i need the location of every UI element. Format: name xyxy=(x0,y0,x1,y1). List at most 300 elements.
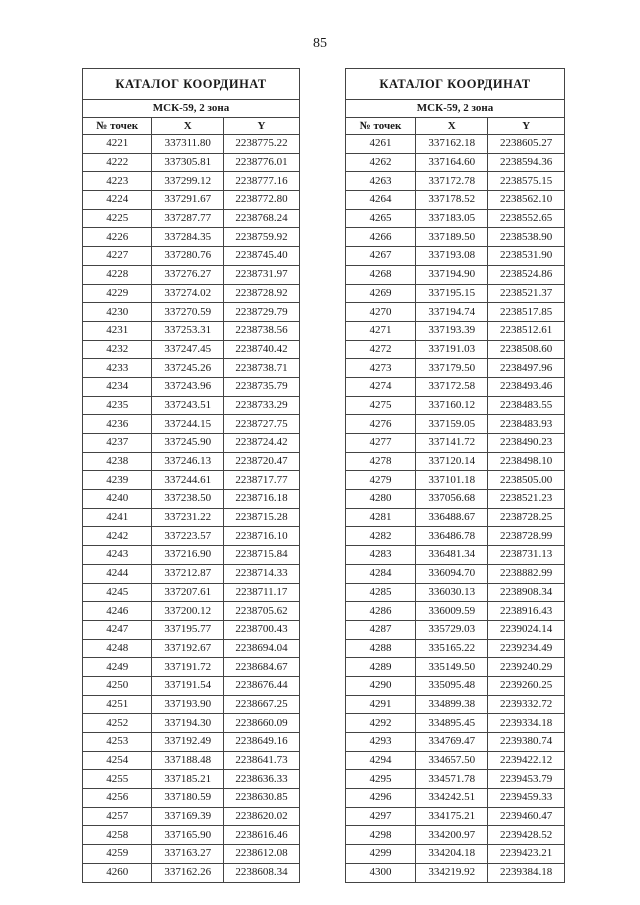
table-row xyxy=(346,490,565,509)
y-coordinate-cell: 2238497.96 xyxy=(488,359,565,378)
x-coordinate-cell: 337223.57 xyxy=(152,527,224,546)
table-row xyxy=(83,303,300,322)
table-row xyxy=(83,863,300,882)
point-number-cell: 4290 xyxy=(346,676,416,695)
y-coordinate-cell: 2238738.71 xyxy=(224,359,300,378)
y-coordinate-cell: 2238575.15 xyxy=(488,172,565,191)
table-row xyxy=(83,209,300,228)
x-coordinate-cell: 337291.67 xyxy=(152,191,224,210)
y-coordinate-cell: 2238684.67 xyxy=(224,658,300,677)
table-row xyxy=(346,452,565,471)
x-coordinate-cell: 336481.34 xyxy=(416,546,488,565)
point-number-cell: 4284 xyxy=(346,564,416,583)
y-coordinate-cell: 2239459.33 xyxy=(488,789,565,808)
point-number-cell: 4243 xyxy=(83,546,152,565)
point-number-cell: 4248 xyxy=(83,639,152,658)
point-number-cell: 4283 xyxy=(346,546,416,565)
table-row xyxy=(346,321,565,340)
y-coordinate-cell: 2238512.61 xyxy=(488,321,565,340)
point-number-cell: 4265 xyxy=(346,209,416,228)
y-coordinate-cell: 2238759.92 xyxy=(224,228,300,247)
y-coordinate-cell: 2238727.75 xyxy=(224,415,300,434)
table-row xyxy=(346,247,565,266)
x-coordinate-cell: 337270.59 xyxy=(152,303,224,322)
x-coordinate-cell: 337180.59 xyxy=(152,789,224,808)
table-row xyxy=(83,620,300,639)
table-row xyxy=(346,508,565,527)
table-row xyxy=(83,471,300,490)
x-coordinate-cell: 337246.13 xyxy=(152,452,224,471)
x-coordinate-cell: 334242.51 xyxy=(416,789,488,808)
column-header-y: Y xyxy=(224,118,300,135)
y-coordinate-cell: 2238490.23 xyxy=(488,434,565,453)
y-coordinate-cell: 2238636.33 xyxy=(224,770,300,789)
point-number-cell: 4296 xyxy=(346,789,416,808)
y-coordinate-cell: 2238882.99 xyxy=(488,564,565,583)
point-number-cell: 4268 xyxy=(346,265,416,284)
table-body xyxy=(346,135,565,883)
point-number-cell: 4231 xyxy=(83,321,152,340)
y-coordinate-cell: 2238777.16 xyxy=(224,172,300,191)
x-coordinate-cell: 337165.90 xyxy=(152,826,224,845)
y-coordinate-cell: 2239260.25 xyxy=(488,676,565,695)
table-row xyxy=(83,546,300,565)
x-coordinate-cell: 334175.21 xyxy=(416,807,488,826)
table-row xyxy=(346,676,565,695)
table-row xyxy=(346,714,565,733)
table-row xyxy=(83,247,300,266)
table-row xyxy=(83,602,300,621)
y-coordinate-cell: 2238483.55 xyxy=(488,396,565,415)
y-coordinate-cell: 2238716.10 xyxy=(224,527,300,546)
y-coordinate-cell: 2239422.12 xyxy=(488,751,565,770)
table-row xyxy=(83,377,300,396)
point-number-cell: 4260 xyxy=(83,863,152,882)
point-number-cell: 4293 xyxy=(346,733,416,752)
table-row xyxy=(83,676,300,695)
x-coordinate-cell: 337244.61 xyxy=(152,471,224,490)
y-coordinate-cell: 2238728.99 xyxy=(488,527,565,546)
y-coordinate-cell: 2238916.43 xyxy=(488,602,565,621)
table-row xyxy=(346,153,565,172)
x-coordinate-cell: 337247.45 xyxy=(152,340,224,359)
point-number-cell: 4239 xyxy=(83,471,152,490)
x-coordinate-cell: 337245.26 xyxy=(152,359,224,378)
y-coordinate-cell: 2238605.27 xyxy=(488,135,565,154)
table-row xyxy=(346,209,565,228)
x-coordinate-cell: 335165.22 xyxy=(416,639,488,658)
table-row xyxy=(346,471,565,490)
table-row xyxy=(83,733,300,752)
x-coordinate-cell: 337207.61 xyxy=(152,583,224,602)
y-coordinate-cell: 2238728.25 xyxy=(488,508,565,527)
y-coordinate-cell: 2238493.46 xyxy=(488,377,565,396)
table-row xyxy=(346,191,565,210)
table-row xyxy=(83,714,300,733)
point-number-cell: 4249 xyxy=(83,658,152,677)
y-coordinate-cell: 2238772.80 xyxy=(224,191,300,210)
table-row xyxy=(346,303,565,322)
y-coordinate-cell: 2238714.33 xyxy=(224,564,300,583)
y-coordinate-cell: 2238552.65 xyxy=(488,209,565,228)
table-row xyxy=(346,583,565,602)
y-coordinate-cell: 2238745.40 xyxy=(224,247,300,266)
x-coordinate-cell: 337189.50 xyxy=(416,228,488,247)
point-number-cell: 4266 xyxy=(346,228,416,247)
point-number-cell: 4258 xyxy=(83,826,152,845)
x-coordinate-cell: 337193.08 xyxy=(416,247,488,266)
y-coordinate-cell: 2238728.92 xyxy=(224,284,300,303)
table-row xyxy=(83,845,300,864)
point-number-cell: 4274 xyxy=(346,377,416,396)
point-number-cell: 4257 xyxy=(83,807,152,826)
x-coordinate-cell: 336009.59 xyxy=(416,602,488,621)
y-coordinate-cell: 2238594.36 xyxy=(488,153,565,172)
point-number-cell: 4244 xyxy=(83,564,152,583)
point-number-cell: 4233 xyxy=(83,359,152,378)
point-number-cell: 4246 xyxy=(83,602,152,621)
column-header-point: № точек xyxy=(83,118,152,135)
point-number-cell: 4292 xyxy=(346,714,416,733)
point-number-cell: 4286 xyxy=(346,602,416,621)
x-coordinate-cell: 334219.92 xyxy=(416,863,488,882)
x-coordinate-cell: 337188.48 xyxy=(152,751,224,770)
y-coordinate-cell: 2238660.09 xyxy=(224,714,300,733)
table-row xyxy=(83,564,300,583)
y-coordinate-cell: 2238738.56 xyxy=(224,321,300,340)
y-coordinate-cell: 2239423.21 xyxy=(488,845,565,864)
y-coordinate-cell: 2238483.93 xyxy=(488,415,565,434)
table-row xyxy=(346,770,565,789)
y-coordinate-cell: 2238620.02 xyxy=(224,807,300,826)
point-number-cell: 4300 xyxy=(346,863,416,882)
y-coordinate-cell: 2238508.60 xyxy=(488,340,565,359)
point-number-cell: 4298 xyxy=(346,826,416,845)
table-row xyxy=(346,695,565,714)
table-title: КАТАЛОГ КООРДИНАТ xyxy=(346,69,565,100)
point-number-cell: 4269 xyxy=(346,284,416,303)
point-number-cell: 4287 xyxy=(346,620,416,639)
y-coordinate-cell: 2238731.97 xyxy=(224,265,300,284)
point-number-cell: 4259 xyxy=(83,845,152,864)
table-row xyxy=(83,452,300,471)
x-coordinate-cell: 337163.27 xyxy=(152,845,224,864)
y-coordinate-cell: 2238524.86 xyxy=(488,265,565,284)
point-number-cell: 4229 xyxy=(83,284,152,303)
x-coordinate-cell: 336094.70 xyxy=(416,564,488,583)
table-row xyxy=(346,527,565,546)
x-coordinate-cell: 337253.31 xyxy=(152,321,224,340)
point-number-cell: 4240 xyxy=(83,490,152,509)
x-coordinate-cell: 337243.96 xyxy=(152,377,224,396)
table-row xyxy=(346,826,565,845)
x-coordinate-cell: 337193.90 xyxy=(152,695,224,714)
y-coordinate-cell: 2238630.85 xyxy=(224,789,300,808)
point-number-cell: 4236 xyxy=(83,415,152,434)
y-coordinate-cell: 2238616.46 xyxy=(224,826,300,845)
point-number-cell: 4254 xyxy=(83,751,152,770)
table-row xyxy=(346,359,565,378)
y-coordinate-cell: 2238711.17 xyxy=(224,583,300,602)
point-number-cell: 4255 xyxy=(83,770,152,789)
y-coordinate-cell: 2239332.72 xyxy=(488,695,565,714)
point-number-cell: 4223 xyxy=(83,172,152,191)
table-row xyxy=(83,789,300,808)
table-row xyxy=(346,172,565,191)
x-coordinate-cell: 337193.39 xyxy=(416,321,488,340)
x-coordinate-cell: 334571.78 xyxy=(416,770,488,789)
y-coordinate-cell: 2238649.16 xyxy=(224,733,300,752)
x-coordinate-cell: 337200.12 xyxy=(152,602,224,621)
table-row xyxy=(346,733,565,752)
column-header-x: X xyxy=(416,118,488,135)
y-coordinate-cell: 2238731.13 xyxy=(488,546,565,565)
x-coordinate-cell: 334200.97 xyxy=(416,826,488,845)
point-number-cell: 4235 xyxy=(83,396,152,415)
point-number-cell: 4299 xyxy=(346,845,416,864)
y-coordinate-cell: 2238740.42 xyxy=(224,340,300,359)
column-header-y: Y xyxy=(488,118,565,135)
x-coordinate-cell: 337311.80 xyxy=(152,135,224,154)
x-coordinate-cell: 337191.54 xyxy=(152,676,224,695)
y-coordinate-cell: 2238498.10 xyxy=(488,452,565,471)
x-coordinate-cell: 337299.12 xyxy=(152,172,224,191)
page-number: 85 xyxy=(313,36,327,51)
table-row xyxy=(346,228,565,247)
table-row xyxy=(83,321,300,340)
y-coordinate-cell: 2238505.00 xyxy=(488,471,565,490)
y-coordinate-cell: 2238705.62 xyxy=(224,602,300,621)
point-number-cell: 4222 xyxy=(83,153,152,172)
table-title: КАТАЛОГ КООРДИНАТ xyxy=(83,69,300,100)
point-number-cell: 4247 xyxy=(83,620,152,639)
x-coordinate-cell: 337056.68 xyxy=(416,490,488,509)
y-coordinate-cell: 2238608.34 xyxy=(224,863,300,882)
table-row xyxy=(83,340,300,359)
table-row xyxy=(346,135,565,154)
point-number-cell: 4262 xyxy=(346,153,416,172)
point-number-cell: 4271 xyxy=(346,321,416,340)
point-number-cell: 4294 xyxy=(346,751,416,770)
table-row xyxy=(83,658,300,677)
point-number-cell: 4256 xyxy=(83,789,152,808)
table-row xyxy=(83,396,300,415)
table-row xyxy=(346,751,565,770)
x-coordinate-cell: 337141.72 xyxy=(416,434,488,453)
coordinate-catalog-table-right xyxy=(345,68,565,883)
x-coordinate-cell: 337216.90 xyxy=(152,546,224,565)
x-coordinate-cell: 337194.90 xyxy=(416,265,488,284)
point-number-cell: 4241 xyxy=(83,508,152,527)
table-row xyxy=(83,583,300,602)
y-coordinate-cell: 2238521.37 xyxy=(488,284,565,303)
y-coordinate-cell: 2238531.90 xyxy=(488,247,565,266)
x-coordinate-cell: 337238.50 xyxy=(152,490,224,509)
point-number-cell: 4237 xyxy=(83,434,152,453)
x-coordinate-cell: 335729.03 xyxy=(416,620,488,639)
point-number-cell: 4285 xyxy=(346,583,416,602)
x-coordinate-cell: 334657.50 xyxy=(416,751,488,770)
y-coordinate-cell: 2238715.28 xyxy=(224,508,300,527)
table-body xyxy=(83,135,300,883)
point-number-cell: 4263 xyxy=(346,172,416,191)
table-row xyxy=(83,153,300,172)
x-coordinate-cell: 337185.21 xyxy=(152,770,224,789)
table-row xyxy=(346,845,565,864)
table-row xyxy=(346,602,565,621)
y-coordinate-cell: 2238715.84 xyxy=(224,546,300,565)
point-number-cell: 4297 xyxy=(346,807,416,826)
point-number-cell: 4272 xyxy=(346,340,416,359)
point-number-cell: 4276 xyxy=(346,415,416,434)
x-coordinate-cell: 337212.87 xyxy=(152,564,224,583)
x-coordinate-cell: 337280.76 xyxy=(152,247,224,266)
table-row xyxy=(83,172,300,191)
point-number-cell: 4281 xyxy=(346,508,416,527)
table-row xyxy=(83,490,300,509)
table-row xyxy=(83,359,300,378)
point-number-cell: 4289 xyxy=(346,658,416,677)
y-coordinate-cell: 2238716.18 xyxy=(224,490,300,509)
table-row xyxy=(83,228,300,247)
y-coordinate-cell: 2238612.08 xyxy=(224,845,300,864)
y-coordinate-cell: 2238776.01 xyxy=(224,153,300,172)
point-number-cell: 4277 xyxy=(346,434,416,453)
y-coordinate-cell: 2238521.23 xyxy=(488,490,565,509)
x-coordinate-cell: 337195.15 xyxy=(416,284,488,303)
point-number-cell: 4234 xyxy=(83,377,152,396)
point-number-cell: 4224 xyxy=(83,191,152,210)
column-header-point: № точек xyxy=(346,118,416,135)
table-row xyxy=(346,863,565,882)
x-coordinate-cell: 337195.77 xyxy=(152,620,224,639)
x-coordinate-cell: 336486.78 xyxy=(416,527,488,546)
x-coordinate-cell: 337169.39 xyxy=(152,807,224,826)
x-coordinate-cell: 337191.03 xyxy=(416,340,488,359)
point-number-cell: 4245 xyxy=(83,583,152,602)
y-coordinate-cell: 2238562.10 xyxy=(488,191,565,210)
x-coordinate-cell: 337284.35 xyxy=(152,228,224,247)
table-zone: МСК-59, 2 зона xyxy=(346,100,565,118)
y-coordinate-cell: 2239460.47 xyxy=(488,807,565,826)
x-coordinate-cell: 337231.22 xyxy=(152,508,224,527)
column-header-x: X xyxy=(152,118,224,135)
point-number-cell: 4278 xyxy=(346,452,416,471)
y-coordinate-cell: 2238641.73 xyxy=(224,751,300,770)
point-number-cell: 4295 xyxy=(346,770,416,789)
y-coordinate-cell: 2238729.79 xyxy=(224,303,300,322)
y-coordinate-cell: 2239380.74 xyxy=(488,733,565,752)
table-row xyxy=(346,265,565,284)
point-number-cell: 4226 xyxy=(83,228,152,247)
x-coordinate-cell: 336030.13 xyxy=(416,583,488,602)
point-number-cell: 4238 xyxy=(83,452,152,471)
x-coordinate-cell: 337178.52 xyxy=(416,191,488,210)
table-row xyxy=(346,415,565,434)
table-row xyxy=(346,284,565,303)
y-coordinate-cell: 2239240.29 xyxy=(488,658,565,677)
point-number-cell: 4270 xyxy=(346,303,416,322)
y-coordinate-cell: 2238676.44 xyxy=(224,676,300,695)
x-coordinate-cell: 336488.67 xyxy=(416,508,488,527)
x-coordinate-cell: 337287.77 xyxy=(152,209,224,228)
point-number-cell: 4250 xyxy=(83,676,152,695)
table-row xyxy=(346,789,565,808)
y-coordinate-cell: 2238517.85 xyxy=(488,303,565,322)
x-coordinate-cell: 337243.51 xyxy=(152,396,224,415)
table-row xyxy=(83,265,300,284)
y-coordinate-cell: 2238720.47 xyxy=(224,452,300,471)
table-row xyxy=(346,434,565,453)
point-number-cell: 4228 xyxy=(83,265,152,284)
table-row xyxy=(83,807,300,826)
x-coordinate-cell: 337172.58 xyxy=(416,377,488,396)
y-coordinate-cell: 2238717.77 xyxy=(224,471,300,490)
y-coordinate-cell: 2238667.25 xyxy=(224,695,300,714)
point-number-cell: 4221 xyxy=(83,135,152,154)
table-row xyxy=(346,620,565,639)
y-coordinate-cell: 2238694.04 xyxy=(224,639,300,658)
point-number-cell: 4242 xyxy=(83,527,152,546)
x-coordinate-cell: 337162.26 xyxy=(152,863,224,882)
point-number-cell: 4291 xyxy=(346,695,416,714)
y-coordinate-cell: 2239453.79 xyxy=(488,770,565,789)
table-row xyxy=(346,377,565,396)
x-coordinate-cell: 337194.74 xyxy=(416,303,488,322)
x-coordinate-cell: 337164.60 xyxy=(416,153,488,172)
table-row xyxy=(83,527,300,546)
x-coordinate-cell: 337101.18 xyxy=(416,471,488,490)
y-coordinate-cell: 2238908.34 xyxy=(488,583,565,602)
x-coordinate-cell: 337305.81 xyxy=(152,153,224,172)
y-coordinate-cell: 2238733.29 xyxy=(224,396,300,415)
y-coordinate-cell: 2238735.79 xyxy=(224,377,300,396)
x-coordinate-cell: 334899.38 xyxy=(416,695,488,714)
point-number-cell: 4252 xyxy=(83,714,152,733)
table-row xyxy=(83,695,300,714)
table-row xyxy=(346,396,565,415)
y-coordinate-cell: 2239024.14 xyxy=(488,620,565,639)
y-coordinate-cell: 2239334.18 xyxy=(488,714,565,733)
x-coordinate-cell: 337245.90 xyxy=(152,434,224,453)
x-coordinate-cell: 337183.05 xyxy=(416,209,488,228)
x-coordinate-cell: 337179.50 xyxy=(416,359,488,378)
table-row xyxy=(346,807,565,826)
table-row xyxy=(346,639,565,658)
x-coordinate-cell: 337194.30 xyxy=(152,714,224,733)
table-row xyxy=(83,751,300,770)
table-row xyxy=(83,770,300,789)
x-coordinate-cell: 334769.47 xyxy=(416,733,488,752)
point-number-cell: 4253 xyxy=(83,733,152,752)
table-zone: МСК-59, 2 зона xyxy=(83,100,300,118)
table-row xyxy=(346,340,565,359)
table-row xyxy=(83,135,300,154)
x-coordinate-cell: 337160.12 xyxy=(416,396,488,415)
x-coordinate-cell: 334895.45 xyxy=(416,714,488,733)
table-row xyxy=(346,546,565,565)
table-row xyxy=(83,639,300,658)
x-coordinate-cell: 337276.27 xyxy=(152,265,224,284)
x-coordinate-cell: 337192.67 xyxy=(152,639,224,658)
x-coordinate-cell: 337192.49 xyxy=(152,733,224,752)
point-number-cell: 4282 xyxy=(346,527,416,546)
point-number-cell: 4227 xyxy=(83,247,152,266)
point-number-cell: 4230 xyxy=(83,303,152,322)
x-coordinate-cell: 335095.48 xyxy=(416,676,488,695)
table-row xyxy=(83,415,300,434)
x-coordinate-cell: 335149.50 xyxy=(416,658,488,677)
